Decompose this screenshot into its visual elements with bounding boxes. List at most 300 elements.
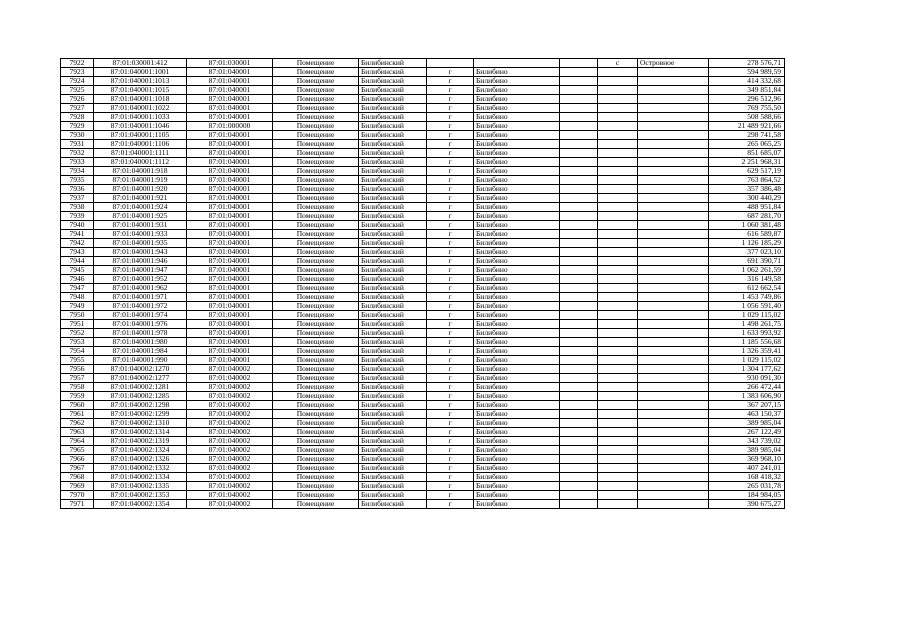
cadastral-number-cell: 87:01:040002:1326 bbox=[94, 455, 187, 464]
settlement-name-cell bbox=[638, 392, 709, 401]
settlement-name-cell bbox=[638, 158, 709, 167]
locality-name-cell bbox=[474, 59, 560, 68]
extra-col-a-cell bbox=[560, 455, 598, 464]
cadastral-number-cell: 87:01:040002:1334 bbox=[94, 473, 187, 482]
cadastral-number-cell: 87:01:040001:935 bbox=[94, 239, 187, 248]
extra-col-a-cell bbox=[560, 302, 598, 311]
locality-name-cell: Билибино bbox=[474, 203, 560, 212]
cadastral-value-cell: 389 985,04 bbox=[709, 446, 785, 455]
district-cell: Билибинский bbox=[359, 158, 427, 167]
table-row bbox=[61, 113, 785, 122]
cadastral-value-cell: 508 588,66 bbox=[709, 113, 785, 122]
locality-type-cell: г bbox=[427, 167, 474, 176]
locality-name-cell: Билибино bbox=[474, 284, 560, 293]
settlement-type-cell bbox=[598, 482, 638, 491]
locality-name-cell: Билибино bbox=[474, 293, 560, 302]
district-cell: Билибинский bbox=[359, 77, 427, 86]
settlement-name-cell bbox=[638, 302, 709, 311]
district-cell: Билибинский bbox=[359, 68, 427, 77]
district-cell: Билибинский bbox=[359, 338, 427, 347]
cadastral-number-cell: 87:01:040002:1314 bbox=[94, 428, 187, 437]
locality-name-cell: Билибино bbox=[474, 176, 560, 185]
district-cell: Билибинский bbox=[359, 86, 427, 95]
cadastral-number-cell: 87:01:040001:971 bbox=[94, 293, 187, 302]
extra-col-a-cell bbox=[560, 356, 598, 365]
district-cell: Билибинский bbox=[359, 266, 427, 275]
locality-type-cell: г bbox=[427, 374, 474, 383]
cadastral-value-cell: 1 056 591,40 bbox=[709, 302, 785, 311]
cadastral-number-cell: 87:01:040001:1018 bbox=[94, 95, 187, 104]
locality-name-cell: Билибино bbox=[474, 257, 560, 266]
settlement-type-cell bbox=[598, 185, 638, 194]
cadastral-value-cell: 1 304 177,62 bbox=[709, 365, 785, 374]
settlement-name-cell bbox=[638, 284, 709, 293]
object-type-cell: Помещение bbox=[273, 176, 359, 185]
extra-col-a-cell bbox=[560, 167, 598, 176]
cadastral-value-cell: 2 251 968,31 bbox=[709, 158, 785, 167]
extra-col-a-cell bbox=[560, 410, 598, 419]
district-cell: Билибинский bbox=[359, 248, 427, 257]
locality-type-cell bbox=[427, 59, 474, 68]
object-type-cell: Помещение bbox=[273, 122, 359, 131]
cadastral-quarter-cell: 87:01:040002 bbox=[187, 401, 273, 410]
cadastral-quarter-cell: 87:01:040002 bbox=[187, 428, 273, 437]
cadastral-number-cell: 87:01:040002:1335 bbox=[94, 482, 187, 491]
extra-col-a-cell bbox=[560, 392, 598, 401]
locality-name-cell: Билибино bbox=[474, 320, 560, 329]
table-row bbox=[61, 230, 785, 239]
settlement-name-cell bbox=[638, 491, 709, 500]
table-row bbox=[61, 392, 785, 401]
row-number-cell: 7960 bbox=[61, 401, 94, 410]
settlement-name-cell bbox=[638, 203, 709, 212]
cadastral-number-cell: 87:01:040001:920 bbox=[94, 185, 187, 194]
district-cell: Билибинский bbox=[359, 185, 427, 194]
row-number-cell: 7947 bbox=[61, 284, 94, 293]
cadastral-quarter-cell: 87:01:040001 bbox=[187, 257, 273, 266]
locality-type-cell: г bbox=[427, 320, 474, 329]
table-row bbox=[61, 212, 785, 221]
locality-type-cell: г bbox=[427, 131, 474, 140]
cadastral-quarter-cell: 87:01:040001 bbox=[187, 86, 273, 95]
settlement-name-cell bbox=[638, 122, 709, 131]
settlement-name-cell bbox=[638, 131, 709, 140]
cadastral-number-cell: 87:01:040002:1281 bbox=[94, 383, 187, 392]
locality-name-cell: Билибино bbox=[474, 410, 560, 419]
cadastral-number-cell: 87:01:040002:1353 bbox=[94, 491, 187, 500]
cadastral-quarter-cell: 87:01:040001 bbox=[187, 185, 273, 194]
table-row bbox=[61, 383, 785, 392]
district-cell: Билибинский bbox=[359, 131, 427, 140]
cadastral-number-cell: 87:01:030001:412 bbox=[94, 59, 187, 68]
cadastral-quarter-cell: 87:01:040001 bbox=[187, 95, 273, 104]
locality-name-cell: Билибино bbox=[474, 446, 560, 455]
cadastral-number-cell: 87:01:040002:1324 bbox=[94, 446, 187, 455]
extra-col-a-cell bbox=[560, 473, 598, 482]
cadastral-quarter-cell: 87:01:040001 bbox=[187, 158, 273, 167]
table-row bbox=[61, 194, 785, 203]
settlement-type-cell bbox=[598, 167, 638, 176]
settlement-type-cell bbox=[598, 86, 638, 95]
settlement-type-cell bbox=[598, 356, 638, 365]
row-number-cell: 7950 bbox=[61, 311, 94, 320]
settlement-type-cell bbox=[598, 221, 638, 230]
cadastral-number-cell: 87:01:040001:972 bbox=[94, 302, 187, 311]
cadastral-number-cell: 87:01:040001:933 bbox=[94, 230, 187, 239]
settlement-name-cell bbox=[638, 473, 709, 482]
locality-name-cell: Билибино bbox=[474, 68, 560, 77]
row-number-cell: 7949 bbox=[61, 302, 94, 311]
cadastral-value-cell: 1 062 261,59 bbox=[709, 266, 785, 275]
cadastral-value-cell: 691 390,71 bbox=[709, 257, 785, 266]
object-type-cell: Помещение bbox=[273, 158, 359, 167]
settlement-name-cell bbox=[638, 104, 709, 113]
row-number-cell: 7968 bbox=[61, 473, 94, 482]
settlement-name-cell bbox=[638, 311, 709, 320]
cadastral-quarter-cell: 87:01:040002 bbox=[187, 437, 273, 446]
cadastral-value-cell: 300 440,29 bbox=[709, 194, 785, 203]
extra-col-a-cell bbox=[560, 446, 598, 455]
cadastral-quarter-cell: 87:01:040002 bbox=[187, 446, 273, 455]
object-type-cell: Помещение bbox=[273, 410, 359, 419]
table-row bbox=[61, 419, 785, 428]
table-row bbox=[61, 410, 785, 419]
cadastral-number-cell: 87:01:040001:984 bbox=[94, 347, 187, 356]
table-row bbox=[61, 266, 785, 275]
locality-name-cell: Билибино bbox=[474, 230, 560, 239]
locality-type-cell: г bbox=[427, 221, 474, 230]
cadastral-value-cell: 1 633 993,92 bbox=[709, 329, 785, 338]
settlement-name-cell bbox=[638, 266, 709, 275]
object-type-cell: Помещение bbox=[273, 491, 359, 500]
locality-name-cell: Билибино bbox=[474, 77, 560, 86]
locality-type-cell: г bbox=[427, 365, 474, 374]
table-row bbox=[61, 68, 785, 77]
locality-name-cell: Билибино bbox=[474, 482, 560, 491]
cadastral-quarter-cell: 87:01:040001 bbox=[187, 212, 273, 221]
cadastral-number-cell: 87:01:040001:947 bbox=[94, 266, 187, 275]
settlement-type-cell bbox=[598, 338, 638, 347]
locality-type-cell: г bbox=[427, 284, 474, 293]
cadastral-value-cell: 1 029 115,02 bbox=[709, 356, 785, 365]
settlement-name-cell bbox=[638, 374, 709, 383]
object-type-cell: Помещение bbox=[273, 59, 359, 68]
row-number-cell: 7944 bbox=[61, 257, 94, 266]
table-row bbox=[61, 464, 785, 473]
table-row bbox=[61, 176, 785, 185]
locality-name-cell: Билибино bbox=[474, 113, 560, 122]
cadastral-number-cell: 87:01:040001:925 bbox=[94, 212, 187, 221]
cadastral-quarter-cell: 87:01:040001 bbox=[187, 194, 273, 203]
settlement-name-cell bbox=[638, 500, 709, 509]
table-row bbox=[61, 491, 785, 500]
cadastral-number-cell: 87:01:040001:962 bbox=[94, 284, 187, 293]
extra-col-a-cell bbox=[560, 437, 598, 446]
cadastral-number-cell: 87:01:040001:952 bbox=[94, 275, 187, 284]
locality-type-cell: г bbox=[427, 302, 474, 311]
locality-name-cell: Билибино bbox=[474, 221, 560, 230]
settlement-name-cell bbox=[638, 338, 709, 347]
cadastral-value-cell: 930 091,30 bbox=[709, 374, 785, 383]
district-cell: Билибинский bbox=[359, 383, 427, 392]
row-number-cell: 7935 bbox=[61, 176, 94, 185]
settlement-name-cell bbox=[638, 482, 709, 491]
settlement-type-cell bbox=[598, 455, 638, 464]
extra-col-a-cell bbox=[560, 338, 598, 347]
settlement-type-cell bbox=[598, 329, 638, 338]
locality-name-cell: Билибино bbox=[474, 401, 560, 410]
locality-type-cell: г bbox=[427, 230, 474, 239]
cadastral-number-cell: 87:01:040001:919 bbox=[94, 176, 187, 185]
object-type-cell: Помещение bbox=[273, 437, 359, 446]
district-cell: Билибинский bbox=[359, 428, 427, 437]
locality-type-cell: г bbox=[427, 491, 474, 500]
row-number-cell: 7936 bbox=[61, 185, 94, 194]
cadastral-quarter-cell: 87:01:040001 bbox=[187, 176, 273, 185]
cadastral-value-cell: 357 386,48 bbox=[709, 185, 785, 194]
settlement-name-cell bbox=[638, 239, 709, 248]
locality-type-cell: г bbox=[427, 338, 474, 347]
settlement-name-cell bbox=[638, 221, 709, 230]
cadastral-value-cell: 1 029 115,02 bbox=[709, 311, 785, 320]
locality-type-cell: г bbox=[427, 293, 474, 302]
district-cell: Билибинский bbox=[359, 293, 427, 302]
settlement-type-cell bbox=[598, 176, 638, 185]
settlement-name-cell bbox=[638, 95, 709, 104]
object-type-cell: Помещение bbox=[273, 374, 359, 383]
locality-type-cell: г bbox=[427, 446, 474, 455]
cadastral-quarter-cell: 87:01:040002 bbox=[187, 392, 273, 401]
settlement-type-cell bbox=[598, 77, 638, 86]
object-type-cell: Помещение bbox=[273, 446, 359, 455]
settlement-type-cell bbox=[598, 248, 638, 257]
locality-name-cell: Билибино bbox=[474, 464, 560, 473]
object-type-cell: Помещение bbox=[273, 401, 359, 410]
locality-name-cell: Билибино bbox=[474, 491, 560, 500]
object-type-cell: Помещение bbox=[273, 392, 359, 401]
extra-col-a-cell bbox=[560, 401, 598, 410]
locality-type-cell: г bbox=[427, 428, 474, 437]
district-cell: Билибинский bbox=[359, 239, 427, 248]
settlement-type-cell bbox=[598, 374, 638, 383]
district-cell: Билибинский bbox=[359, 203, 427, 212]
settlement-type-cell bbox=[598, 257, 638, 266]
object-type-cell: Помещение bbox=[273, 473, 359, 482]
settlement-type-cell bbox=[598, 122, 638, 131]
settlement-type-cell bbox=[598, 473, 638, 482]
settlement-name-cell bbox=[638, 347, 709, 356]
settlement-type-cell bbox=[598, 149, 638, 158]
cadastral-value-cell: 278 576,71 bbox=[709, 59, 785, 68]
settlement-type-cell bbox=[598, 311, 638, 320]
row-number-cell: 7965 bbox=[61, 446, 94, 455]
cadastral-quarter-cell: 87:01:040001 bbox=[187, 293, 273, 302]
object-type-cell: Помещение bbox=[273, 293, 359, 302]
cadastral-value-cell: 369 968,10 bbox=[709, 455, 785, 464]
row-number-cell: 7959 bbox=[61, 392, 94, 401]
district-cell: Билибинский bbox=[359, 113, 427, 122]
locality-name-cell: Билибино bbox=[474, 239, 560, 248]
settlement-name-cell bbox=[638, 365, 709, 374]
cadastral-number-cell: 87:01:040001:974 bbox=[94, 311, 187, 320]
cadastral-value-cell: 343 739,02 bbox=[709, 437, 785, 446]
extra-col-a-cell bbox=[560, 428, 598, 437]
extra-col-a-cell bbox=[560, 248, 598, 257]
extra-col-a-cell bbox=[560, 59, 598, 68]
district-cell: Билибинский bbox=[359, 257, 427, 266]
settlement-type-cell bbox=[598, 428, 638, 437]
settlement-type-cell bbox=[598, 68, 638, 77]
extra-col-a-cell bbox=[560, 203, 598, 212]
cadastral-number-cell: 87:01:040001:931 bbox=[94, 221, 187, 230]
extra-col-a-cell bbox=[560, 500, 598, 509]
row-number-cell: 7961 bbox=[61, 410, 94, 419]
locality-name-cell: Билибино bbox=[474, 338, 560, 347]
table-row bbox=[61, 203, 785, 212]
object-type-cell: Помещение bbox=[273, 329, 359, 338]
settlement-name-cell bbox=[638, 167, 709, 176]
cadastral-quarter-cell: 87:01:040002 bbox=[187, 365, 273, 374]
object-type-cell: Помещение bbox=[273, 500, 359, 509]
cadastral-number-cell: 87:01:040001:943 bbox=[94, 248, 187, 257]
district-cell: Билибинский bbox=[359, 329, 427, 338]
table-row bbox=[61, 437, 785, 446]
locality-type-cell: г bbox=[427, 212, 474, 221]
locality-type-cell: г bbox=[427, 401, 474, 410]
row-number-cell: 7931 bbox=[61, 140, 94, 149]
settlement-name-cell: Островное bbox=[638, 59, 709, 68]
settlement-type-cell bbox=[598, 284, 638, 293]
district-cell: Билибинский bbox=[359, 167, 427, 176]
extra-col-a-cell bbox=[560, 113, 598, 122]
row-number-cell: 7945 bbox=[61, 266, 94, 275]
district-cell: Билибинский bbox=[359, 374, 427, 383]
settlement-name-cell bbox=[638, 401, 709, 410]
settlement-name-cell bbox=[638, 356, 709, 365]
locality-type-cell: г bbox=[427, 149, 474, 158]
cadastral-quarter-cell: 87:01:040001 bbox=[187, 77, 273, 86]
cadastral-number-cell: 87:01:040001:1001 bbox=[94, 68, 187, 77]
cadastral-quarter-cell: 87:01:040001 bbox=[187, 149, 273, 158]
locality-type-cell: г bbox=[427, 455, 474, 464]
settlement-type-cell bbox=[598, 383, 638, 392]
cadastral-quarter-cell: 87:01:040001 bbox=[187, 248, 273, 257]
object-type-cell: Помещение bbox=[273, 212, 359, 221]
cadastral-quarter-cell: 87:01:040001 bbox=[187, 266, 273, 275]
locality-type-cell: г bbox=[427, 194, 474, 203]
table-row bbox=[61, 338, 785, 347]
locality-type-cell: г bbox=[427, 473, 474, 482]
locality-type-cell: г bbox=[427, 77, 474, 86]
district-cell: Билибинский bbox=[359, 464, 427, 473]
locality-name-cell: Билибино bbox=[474, 248, 560, 257]
cadastral-quarter-cell: 87:01:040002 bbox=[187, 491, 273, 500]
extra-col-a-cell bbox=[560, 185, 598, 194]
cadastral-quarter-cell: 87:01:040002 bbox=[187, 455, 273, 464]
cadastral-quarter-cell: 87:01:040002 bbox=[187, 374, 273, 383]
settlement-type-cell bbox=[598, 239, 638, 248]
cadastral-quarter-cell: 87:01:040001 bbox=[187, 140, 273, 149]
cadastral-quarter-cell: 87:01:040002 bbox=[187, 500, 273, 509]
locality-name-cell: Билибино bbox=[474, 455, 560, 464]
locality-name-cell: Билибино bbox=[474, 500, 560, 509]
row-number-cell: 7954 bbox=[61, 347, 94, 356]
locality-type-cell: г bbox=[427, 95, 474, 104]
table-row bbox=[61, 320, 785, 329]
settlement-name-cell bbox=[638, 410, 709, 419]
locality-name-cell: Билибино bbox=[474, 365, 560, 374]
locality-name-cell: Билибино bbox=[474, 167, 560, 176]
settlement-type-cell bbox=[598, 365, 638, 374]
settlement-type-cell bbox=[598, 203, 638, 212]
cadastral-value-cell: 1 326 359,41 bbox=[709, 347, 785, 356]
locality-type-cell: г bbox=[427, 500, 474, 509]
locality-name-cell: Билибино bbox=[474, 104, 560, 113]
extra-col-a-cell bbox=[560, 95, 598, 104]
row-number-cell: 7962 bbox=[61, 419, 94, 428]
locality-type-cell: г bbox=[427, 311, 474, 320]
table-row bbox=[61, 500, 785, 509]
cadastral-number-cell: 87:01:040001:946 bbox=[94, 257, 187, 266]
locality-type-cell: г bbox=[427, 419, 474, 428]
locality-name-cell: Билибино bbox=[474, 95, 560, 104]
cadastral-value-cell: 377 023,10 bbox=[709, 248, 785, 257]
table-row bbox=[61, 329, 785, 338]
table-row bbox=[61, 311, 785, 320]
cadastral-number-cell: 87:01:040002:1285 bbox=[94, 392, 187, 401]
district-cell: Билибинский bbox=[359, 491, 427, 500]
cadastral-quarter-cell: 87:01:040002 bbox=[187, 464, 273, 473]
cadastral-value-cell: 1 126 185,29 bbox=[709, 239, 785, 248]
cadastral-value-cell: 1 453 749,86 bbox=[709, 293, 785, 302]
settlement-name-cell bbox=[638, 257, 709, 266]
settlement-type-cell bbox=[598, 491, 638, 500]
settlement-type-cell bbox=[598, 392, 638, 401]
district-cell: Билибинский bbox=[359, 410, 427, 419]
object-type-cell: Помещение bbox=[273, 482, 359, 491]
cadastral-value-cell: 414 332,68 bbox=[709, 77, 785, 86]
settlement-name-cell bbox=[638, 383, 709, 392]
settlement-name-cell bbox=[638, 275, 709, 284]
settlement-type-cell bbox=[598, 212, 638, 221]
settlement-type-cell: с bbox=[598, 59, 638, 68]
locality-type-cell: г bbox=[427, 356, 474, 365]
row-number-cell: 7946 bbox=[61, 275, 94, 284]
cadastral-value-cell: 629 517,19 bbox=[709, 167, 785, 176]
extra-col-a-cell bbox=[560, 77, 598, 86]
locality-type-cell: г bbox=[427, 257, 474, 266]
cadastral-value-cell: 463 150,37 bbox=[709, 410, 785, 419]
settlement-name-cell bbox=[638, 428, 709, 437]
row-number-cell: 7932 bbox=[61, 149, 94, 158]
row-number-cell: 7953 bbox=[61, 338, 94, 347]
settlement-type-cell bbox=[598, 95, 638, 104]
table-row bbox=[61, 221, 785, 230]
cadastral-value-cell: 687 281,70 bbox=[709, 212, 785, 221]
cadastral-quarter-cell: 87:01:040001 bbox=[187, 302, 273, 311]
cadastral-quarter-cell: 87:01:040002 bbox=[187, 410, 273, 419]
object-type-cell: Помещение bbox=[273, 428, 359, 437]
cadastral-value-cell: 1 185 556,68 bbox=[709, 338, 785, 347]
table-row bbox=[61, 374, 785, 383]
cadastral-quarter-cell: 87:01:040001 bbox=[187, 356, 273, 365]
table-row bbox=[61, 365, 785, 374]
row-number-cell: 7967 bbox=[61, 464, 94, 473]
table-row bbox=[61, 185, 785, 194]
row-number-cell: 7956 bbox=[61, 365, 94, 374]
cadastral-number-cell: 87:01:040001:921 bbox=[94, 194, 187, 203]
extra-col-a-cell bbox=[560, 329, 598, 338]
